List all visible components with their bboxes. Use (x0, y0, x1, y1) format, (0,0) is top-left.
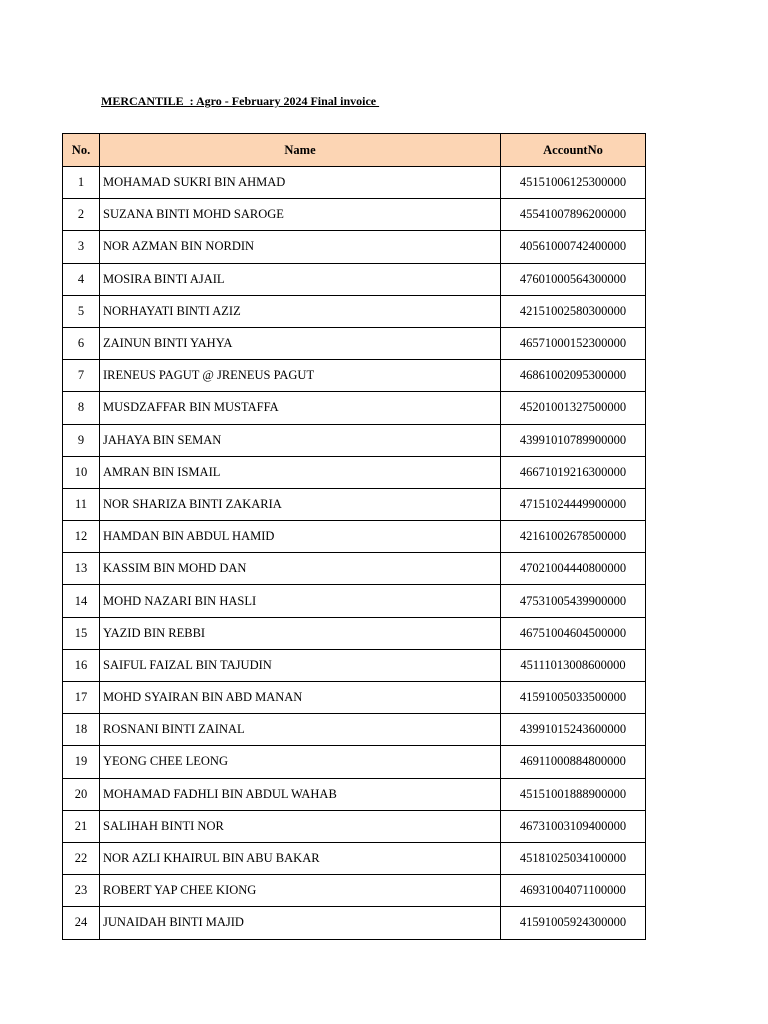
row-account-cell: 43991015243600000 (501, 714, 646, 746)
row-account-cell: 41591005033500000 (501, 682, 646, 714)
table-row (63, 585, 646, 617)
row-number-cell: 15 (63, 617, 100, 649)
row-number-cell: 1 (63, 167, 100, 199)
row-name-cell: NOR SHARIZA BINTI ZAKARIA (100, 488, 501, 520)
row-account-cell: 46911000884800000 (501, 746, 646, 778)
row-name-cell: JUNAIDAH BINTI MAJID (100, 907, 501, 939)
row-number-cell: 3 (63, 231, 100, 263)
row-number-cell: 16 (63, 649, 100, 681)
row-account-cell: 46931004071100000 (501, 875, 646, 907)
table-row (63, 649, 646, 681)
row-account-cell: 47021004440800000 (501, 553, 646, 585)
row-name-cell: SUZANA BINTI MOHD SAROGE (100, 199, 501, 231)
column-header-account: AccountNo (501, 134, 646, 167)
invoice-table (62, 133, 646, 940)
row-name-cell: MOSIRA BINTI AJAIL (100, 263, 501, 295)
row-account-cell: 46751004604500000 (501, 617, 646, 649)
table-row (63, 263, 646, 295)
row-name-cell: MOHD SYAIRAN BIN ABD MANAN (100, 682, 501, 714)
row-name-cell: IRENEUS PAGUT @ JRENEUS PAGUT (100, 360, 501, 392)
row-name-cell: AMRAN BIN ISMAIL (100, 456, 501, 488)
row-number-cell: 10 (63, 456, 100, 488)
row-account-cell: 45181025034100000 (501, 842, 646, 874)
row-number-cell: 20 (63, 778, 100, 810)
row-number-cell: 2 (63, 199, 100, 231)
table-row (63, 392, 646, 424)
row-account-cell: 45201001327500000 (501, 392, 646, 424)
document-title: MERCANTILE : Agro - February 2024 Final invoice (101, 94, 380, 108)
row-number-cell: 14 (63, 585, 100, 617)
row-number-cell: 5 (63, 295, 100, 327)
row-account-cell: 41591005924300000 (501, 907, 646, 939)
row-account-cell: 46671019216300000 (501, 456, 646, 488)
row-name-cell: MUSDZAFFAR BIN MUSTAFFA (100, 392, 501, 424)
row-account-cell: 46861002095300000 (501, 360, 646, 392)
row-account-cell: 42151002580300000 (501, 295, 646, 327)
table-row (63, 714, 646, 746)
row-account-cell: 46731003109400000 (501, 810, 646, 842)
row-account-cell: 40561000742400000 (501, 231, 646, 263)
row-name-cell: SAIFUL FAIZAL BIN TAJUDIN (100, 649, 501, 681)
row-number-cell: 18 (63, 714, 100, 746)
row-account-cell: 45151006125300000 (501, 167, 646, 199)
table-row (63, 778, 646, 810)
row-name-cell: NOR AZMAN BIN NORDIN (100, 231, 501, 263)
row-account-cell: 43991010789900000 (501, 424, 646, 456)
row-number-cell: 9 (63, 424, 100, 456)
row-number-cell: 23 (63, 875, 100, 907)
row-number-cell: 17 (63, 682, 100, 714)
row-name-cell: ROBERT YAP CHEE KIONG (100, 875, 501, 907)
table-row (63, 553, 646, 585)
row-name-cell: JAHAYA BIN SEMAN (100, 424, 501, 456)
row-number-cell: 4 (63, 263, 100, 295)
row-account-cell: 47531005439900000 (501, 585, 646, 617)
table-row (63, 842, 646, 874)
row-account-cell: 45151001888900000 (501, 778, 646, 810)
row-number-cell: 21 (63, 810, 100, 842)
table-row (63, 167, 646, 199)
row-account-cell: 45111013008600000 (501, 649, 646, 681)
table-header (63, 134, 646, 167)
row-number-cell: 7 (63, 360, 100, 392)
table-row (63, 295, 646, 327)
header-row (63, 134, 646, 167)
table-body (63, 167, 646, 940)
row-number-cell: 22 (63, 842, 100, 874)
row-name-cell: MOHAMAD SUKRI BIN AHMAD (100, 167, 501, 199)
row-account-cell: 47601000564300000 (501, 263, 646, 295)
column-header-name: Name (100, 134, 501, 167)
row-account-cell: 45541007896200000 (501, 199, 646, 231)
row-number-cell: 6 (63, 327, 100, 359)
row-name-cell: NORHAYATI BINTI AZIZ (100, 295, 501, 327)
row-number-cell: 11 (63, 488, 100, 520)
row-name-cell: SALIHAH BINTI NOR (100, 810, 501, 842)
row-name-cell: MOHAMAD FADHLI BIN ABDUL WAHAB (100, 778, 501, 810)
row-name-cell: NOR AZLI KHAIRUL BIN ABU BAKAR (100, 842, 501, 874)
row-number-cell: 19 (63, 746, 100, 778)
table-row (63, 424, 646, 456)
table-row (63, 682, 646, 714)
column-header-no: No. (63, 134, 100, 167)
row-name-cell: YEONG CHEE LEONG (100, 746, 501, 778)
table-row (63, 231, 646, 263)
row-name-cell: ZAINUN BINTI YAHYA (100, 327, 501, 359)
table-row (63, 907, 646, 939)
row-name-cell: ROSNANI BINTI ZAINAL (100, 714, 501, 746)
row-name-cell: YAZID BIN REBBI (100, 617, 501, 649)
row-number-cell: 24 (63, 907, 100, 939)
row-name-cell: KASSIM BIN MOHD DAN (100, 553, 501, 585)
table-row (63, 360, 646, 392)
row-name-cell: MOHD NAZARI BIN HASLI (100, 585, 501, 617)
table-row (63, 810, 646, 842)
table-row (63, 199, 646, 231)
table-row (63, 456, 646, 488)
table-row (63, 521, 646, 553)
table-row (63, 327, 646, 359)
table-row (63, 746, 646, 778)
row-account-cell: 46571000152300000 (501, 327, 646, 359)
table-row (63, 488, 646, 520)
row-number-cell: 8 (63, 392, 100, 424)
row-account-cell: 47151024449900000 (501, 488, 646, 520)
table-row (63, 875, 646, 907)
row-account-cell: 42161002678500000 (501, 521, 646, 553)
row-number-cell: 13 (63, 553, 100, 585)
row-number-cell: 12 (63, 521, 100, 553)
row-name-cell: HAMDAN BIN ABDUL HAMID (100, 521, 501, 553)
table-row (63, 617, 646, 649)
